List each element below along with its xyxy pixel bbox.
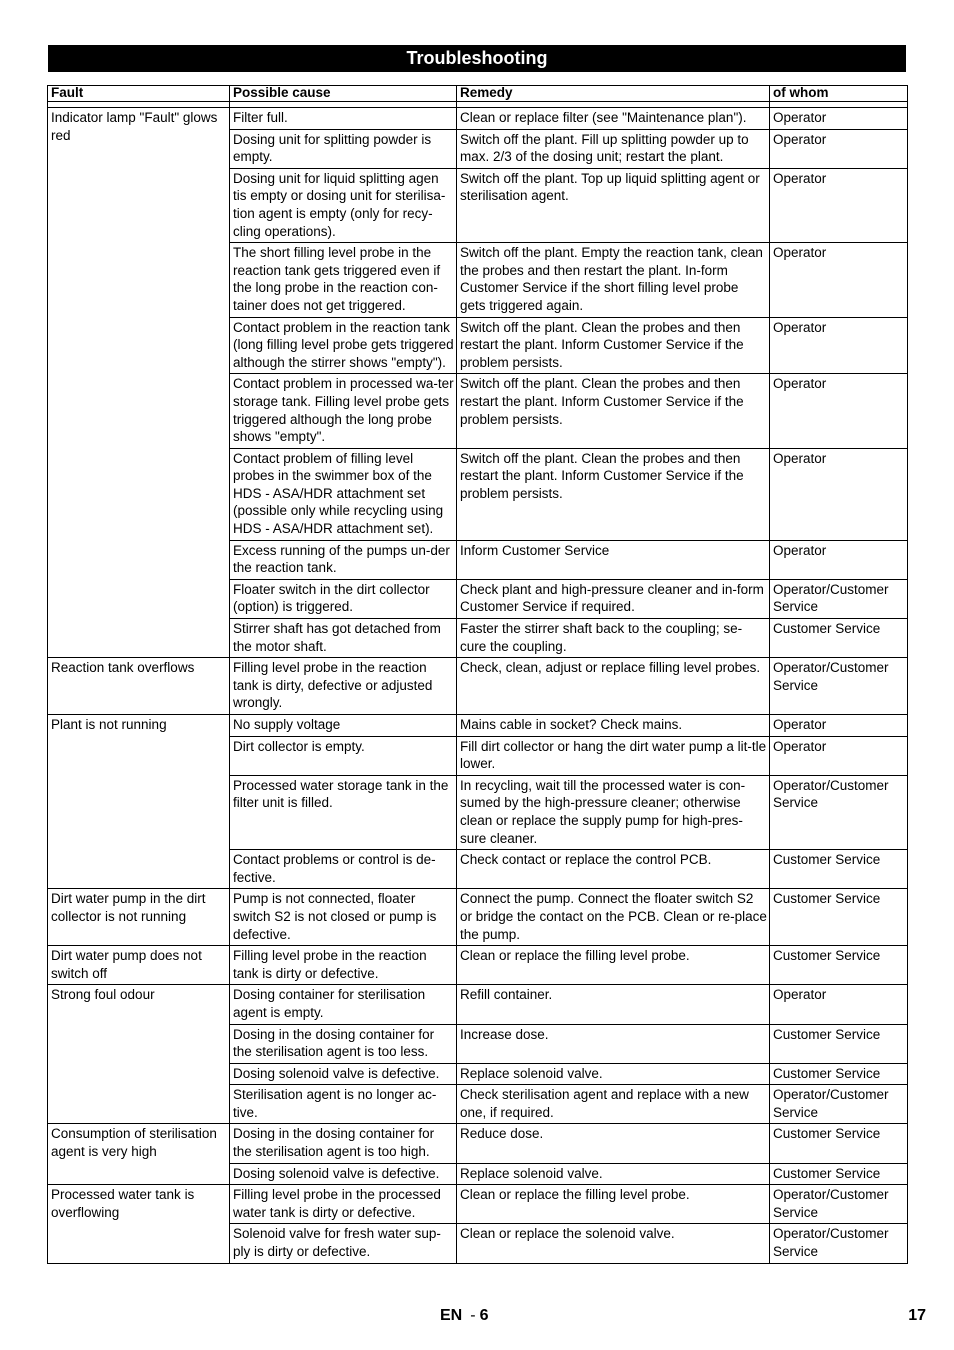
whom-cell: Operator (770, 715, 908, 737)
remedy-cell: Switch off the plant. Clean the probes and then restart the plant. Inform Customer Service if the problem persists. (457, 374, 770, 448)
cause-cell: Dosing unit for splitting powder is empty. (230, 129, 457, 168)
remedy-cell: Inform Customer Service (457, 540, 770, 579)
cause-cell: Contact problem in the reaction tank (long filling level probe gets triggered although the stirrer shows "empty"). (230, 317, 457, 374)
whom-cell: Operator (770, 736, 908, 775)
remedy-cell: Clean or replace the filling level probe. (457, 1185, 770, 1224)
table-row (48, 658, 908, 715)
remedy-cell: Switch off the plant. Clean the probes and then restart the plant. Inform Customer Service if the problem persists. (457, 317, 770, 374)
remedy-cell: Faster the stirrer shaft back to the coupling; se-cure the coupling. (457, 619, 770, 658)
remedy-cell: Check contact or replace the control PCB. (457, 850, 770, 889)
remedy-cell: Replace solenoid valve. (457, 1163, 770, 1185)
cause-cell: Dosing in the dosing container for the sterilisation agent is too high. (230, 1124, 457, 1163)
whom-cell: Operator/Customer Service (770, 775, 908, 849)
table-row (48, 985, 908, 1024)
remedy-cell: Clean or replace filter (see "Maintenance plan"). (457, 108, 770, 130)
cause-cell: Contact problem of filling level probes in the swimmer box of the HDS - ASA/HDR attachment set (possible only while recycling using HDS - ASA/HDR attachment set). (230, 448, 457, 540)
whom-cell: Operator (770, 168, 908, 242)
fault-cell: Strong foul odour (48, 985, 230, 1124)
fault-cell: Consumption of sterilisation agent is very high (48, 1124, 230, 1185)
cause-cell: The short filling level probe in the reaction tank gets triggered even if the long probe in the reaction con-tainer does not get triggered. (230, 243, 457, 317)
whom-cell: Operator/Customer Service (770, 658, 908, 715)
cause-cell: Solenoid valve for fresh water sup-ply is dirty or defective. (230, 1224, 457, 1263)
table-row (48, 946, 908, 985)
footer-page-number: 17 (908, 1307, 926, 1324)
whom-cell: Customer Service (770, 1163, 908, 1185)
whom-cell: Operator (770, 129, 908, 168)
remedy-cell: Check plant and high-pressure cleaner and in-form Customer Service if required. (457, 579, 770, 618)
cause-cell: Filter full. (230, 108, 457, 130)
fault-cell: Dirt water pump does not switch off (48, 946, 230, 985)
cause-cell: Stirrer shaft has got detached from the motor shaft. (230, 619, 457, 658)
column-header-cause: Possible cause (230, 86, 457, 102)
remedy-cell: Switch off the plant. Clean the probes and then restart the plant. Inform Customer Service if the problem persists. (457, 448, 770, 540)
remedy-cell: Check sterilisation agent and replace with a new one, if required. (457, 1085, 770, 1124)
cause-cell: Processed water storage tank in the filter unit is filled. (230, 775, 457, 849)
troubleshooting-table (47, 85, 908, 1264)
remedy-cell: Switch off the plant. Fill up splitting powder up to max. 2/3 of the dosing unit; restart the plant. (457, 129, 770, 168)
whom-cell: Operator (770, 985, 908, 1024)
cause-cell: No supply voltage (230, 715, 457, 737)
cause-cell: Contact problems or control is de-fective. (230, 850, 457, 889)
cause-cell: Contact problem in processed wa-ter storage tank. Filling level probe gets triggered although the long probe shows "empty". (230, 374, 457, 448)
whom-cell: Customer Service (770, 1124, 908, 1163)
fault-cell: Dirt water pump in the dirt collector is not running (48, 889, 230, 946)
remedy-cell: Reduce dose. (457, 1124, 770, 1163)
cause-cell: Dosing solenoid valve is defective. (230, 1063, 457, 1085)
whom-cell: Operator/Customer Service (770, 1185, 908, 1224)
remedy-cell: Check, clean, adjust or replace filling level probes. (457, 658, 770, 715)
remedy-cell: Refill container. (457, 985, 770, 1024)
cause-cell: Pump is not connected, floater switch S2 is not closed or pump is defective. (230, 889, 457, 946)
table-row (48, 889, 908, 946)
remedy-cell: Switch off the plant. Top up liquid splitting agent or sterilisation agent. (457, 168, 770, 242)
page-title: Troubleshooting (48, 45, 906, 72)
cause-cell: Dosing in the dosing container for the sterilisation agent is too less. (230, 1024, 457, 1063)
column-header-whom: of whom (770, 86, 908, 102)
remedy-cell: Clean or replace the filling level probe. (457, 946, 770, 985)
fault-cell: Indicator lamp "Fault" glows red (48, 108, 230, 658)
remedy-cell: Replace solenoid valve. (457, 1063, 770, 1085)
remedy-cell: Increase dose. (457, 1024, 770, 1063)
cause-cell: Filling level probe in the reaction tank is dirty or defective. (230, 946, 457, 985)
whom-cell: Operator (770, 374, 908, 448)
footer-section-page: 6 (479, 1307, 489, 1324)
fault-cell: Reaction tank overflows (48, 658, 230, 715)
footer-lang-page (440, 1307, 488, 1325)
whom-cell: Customer Service (770, 946, 908, 985)
cause-cell: Excess running of the pumps un-der the reaction tank. (230, 540, 457, 579)
whom-cell: Customer Service (770, 850, 908, 889)
remedy-cell: Connect the pump. Connect the floater switch S2 or bridge the contact on the PCB. Clean or re-place the pump. (457, 889, 770, 946)
remedy-cell: Switch off the plant. Empty the reaction tank, clean the probes and then restart the plant. In-form Customer Service if the short filling level probe gets triggered again. (457, 243, 770, 317)
cause-cell: Sterilisation agent is no longer ac-tive. (230, 1085, 457, 1124)
whom-cell: Operator (770, 317, 908, 374)
whom-cell: Customer Service (770, 1063, 908, 1085)
fault-cell: Plant is not running (48, 715, 230, 889)
cause-cell: Filling level probe in the processed water tank is dirty or defective. (230, 1185, 457, 1224)
whom-cell: Operator (770, 448, 908, 540)
table-body (48, 102, 908, 1264)
whom-cell: Operator (770, 108, 908, 130)
table-row (48, 1124, 908, 1163)
cause-cell: Floater switch in the dirt collector (option) is triggered. (230, 579, 457, 618)
fault-cell: Processed water tank is overflowing (48, 1185, 230, 1263)
remedy-cell: In recycling, wait till the processed water is con-sumed by the high-pressure cleaner; otherwise clean or replace the supply pump for high-pres-sure cleaner. (457, 775, 770, 849)
table-row (48, 715, 908, 737)
cause-cell: Filling level probe in the reaction tank is dirty, defective or adjusted wrongly. (230, 658, 457, 715)
table-row (48, 1185, 908, 1224)
table-row (48, 108, 908, 130)
remedy-cell: Clean or replace the solenoid valve. (457, 1224, 770, 1263)
table-header-row (48, 86, 908, 102)
remedy-cell: Fill dirt collector or hang the dirt water pump a lit-tle lower. (457, 736, 770, 775)
cause-cell: Dosing container for sterilisation agent is empty. (230, 985, 457, 1024)
whom-cell: Operator (770, 540, 908, 579)
whom-cell: Operator/Customer Service (770, 579, 908, 618)
cause-cell: Dosing solenoid valve is defective. (230, 1163, 457, 1185)
column-header-fault: Fault (48, 86, 230, 102)
column-header-remedy: Remedy (457, 86, 770, 102)
whom-cell: Customer Service (770, 619, 908, 658)
cause-cell: Dosing unit for liquid splitting agen tis empty or dosing unit for sterilisa-tion agent is empty (only for recy-cling operations). (230, 168, 457, 242)
whom-cell: Operator (770, 243, 908, 317)
whom-cell: Operator/Customer Service (770, 1224, 908, 1263)
whom-cell: Customer Service (770, 1024, 908, 1063)
cause-cell: Dirt collector is empty. (230, 736, 457, 775)
remedy-cell: Mains cable in socket? Check mains. (457, 715, 770, 737)
whom-cell: Operator/Customer Service (770, 1085, 908, 1124)
whom-cell: Customer Service (770, 889, 908, 946)
footer-separator: - (470, 1307, 476, 1324)
footer-lang: EN (440, 1307, 463, 1324)
